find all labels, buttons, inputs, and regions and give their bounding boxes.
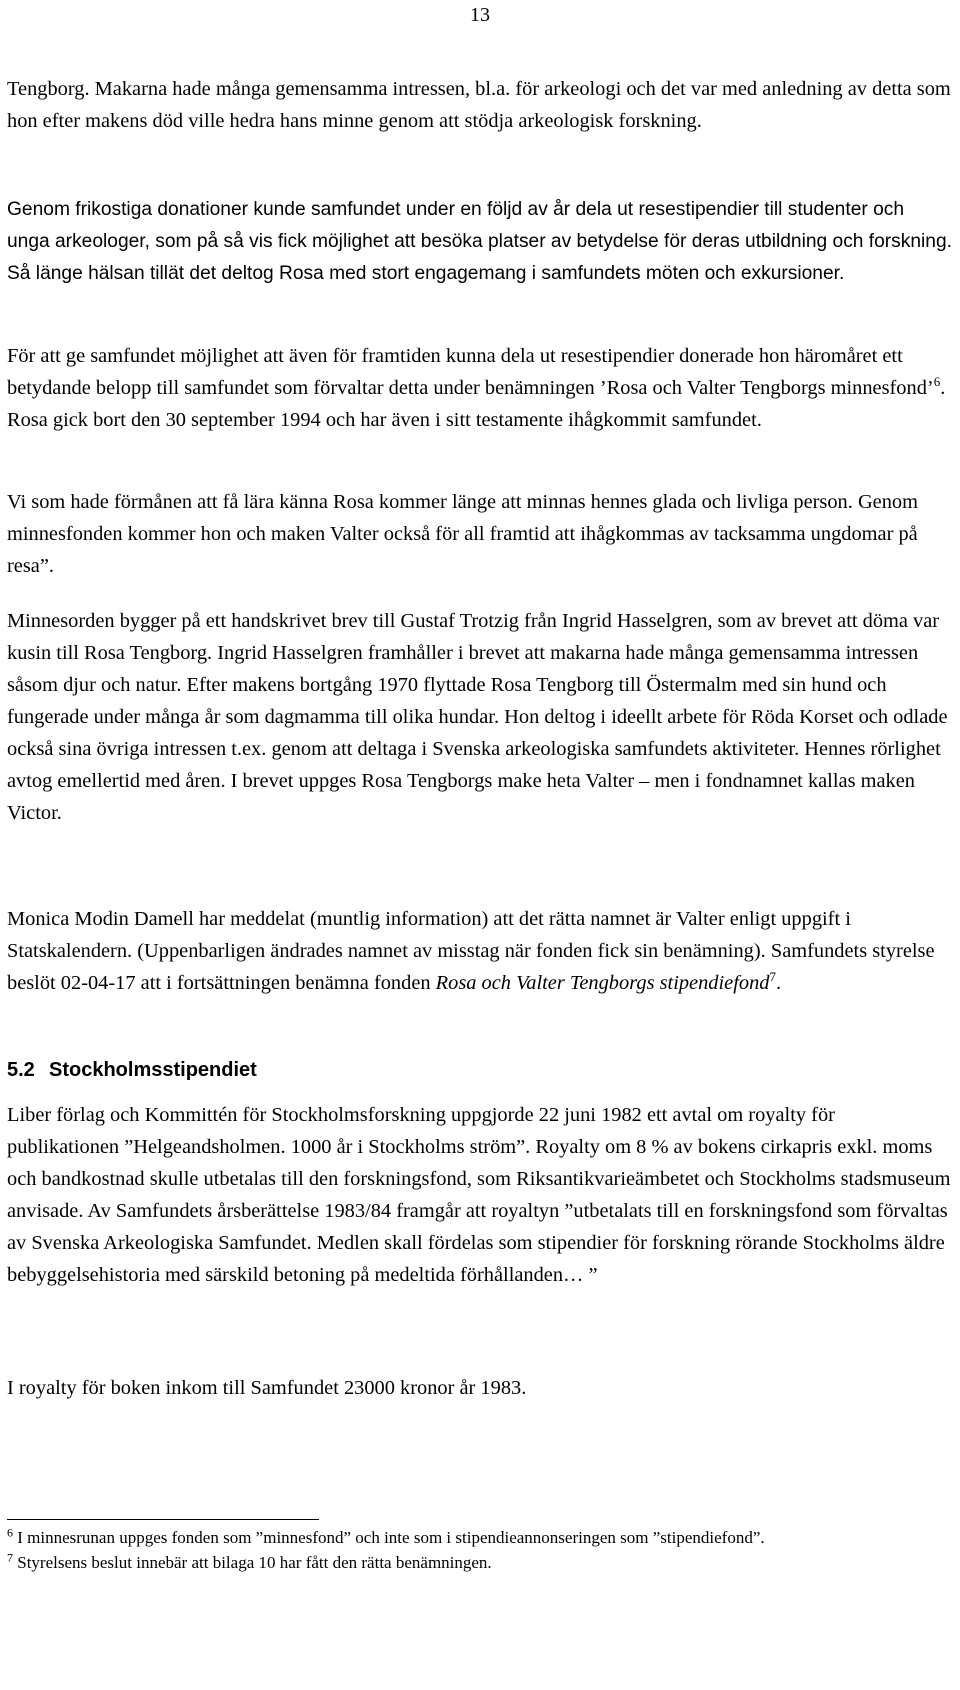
paragraph-text: Tengborg. Makarna hade många gemensamma intressen, bl.a. för arkeologi och det var med anledning av detta som hon efter makens död ville hedra hans minne genom att stödja arkeologisk forskning. bbox=[7, 78, 951, 132]
paragraph-donations bbox=[0, 194, 960, 290]
footnote-number: 6 bbox=[7, 1525, 13, 1540]
paragraph-royalty-agreement bbox=[0, 1099, 960, 1291]
paragraph-text: Liber förlag och Kommittén för Stockholmsforskning uppgjorde 22 juni 1982 ett avtal om royalty för publikationen ”Helgeandsholmen. 1000 år i Stockholms ström”. Royalty om 8 % av bokens cirkapris exkl. moms och bandkostnad skulle utbetalas till den forskningsfond, som Riksantikvarieämbetet och Stockholms stadsmuseum anvisade. Av Samfundets årsberättelse 1983/84 framgår att royaltyn ”utbetalats till en forskningsfond som förvaltas av Svenska Arkeologiska Samfundet. Medlen skall fördelas som stipendier för forskning rörande Stockholms äldre bebyggelsehistoria med särskild betoning på medeltida förhållanden… ” bbox=[7, 1104, 951, 1286]
section-heading bbox=[7, 1055, 257, 1085]
section-number: 5.2 bbox=[7, 1059, 35, 1081]
paragraph-text: I royalty för boken inkom till Samfundet 23000 kronor år 1983. bbox=[7, 1377, 527, 1399]
paragraph-text-part: Monica Modin Damell har meddelat (muntlig information) att det rätta namnet är Valter enligt uppgift i Statskalendern. (Uppenbarligen ändrades namnet av misstag när fonden fick sin benämning). Samfundets styrelse beslöt 02-04-17 att i fortsättningen benämna fonden bbox=[7, 908, 935, 994]
paragraph-text-part: För att ge samfundet möjlighet att även för framtiden kunna dela ut resestipendier donerade hon häromåret ett betydande belopp till samfundet som förvaltar detta under benämningen ’Rosa och Valter Tengborgs minnesfond’ bbox=[7, 345, 934, 399]
paragraph-text: Genom frikostiga donationer kunde samfundet under en följd av år dela ut resestipendier till studenter och unga arkeologer, som på så vis fick möjlighet att besöka platser av betydelse för deras utbildning och forskning. Så länge hälsan tillät det deltog Rosa med stort engagemang i samfundets möten och exkursioner. bbox=[7, 199, 952, 284]
footnote-ref-6: 6 bbox=[933, 374, 941, 390]
paragraph-fund-name bbox=[0, 903, 960, 999]
paragraph-royalty-amount bbox=[0, 1372, 960, 1404]
paragraph-text: Vi som hade förmånen att få lära känna Rosa kommer länge att minnas hennes glada och livliga person. Genom minnesfonden kommer hon och maken Valter också för all framtid att ihågkommas av tacksamma ungdomar på resa”. bbox=[7, 491, 918, 577]
paragraph-text-part: . Rosa gick bort den 30 september 1994 och har även i sitt testamente ihågkommit samfundet. bbox=[7, 377, 946, 431]
paragraph-tengborg-intro bbox=[0, 73, 960, 137]
paragraph-text bbox=[7, 340, 952, 436]
footnote-text: I minnesrunan uppges fonden som ”minnesfond” och inte som i stipendieannonseringen som ”stipendiefond”. bbox=[13, 1528, 765, 1547]
footnote-ref-7: 7 bbox=[769, 969, 776, 985]
page-number: 13 bbox=[470, 4, 490, 26]
footnote-6 bbox=[7, 1525, 927, 1550]
paragraph-minnesfond bbox=[0, 340, 960, 436]
footnotes bbox=[7, 1525, 927, 1575]
paragraph-text: Minnesorden bygger på ett handskrivet brev till Gustaf Trotzig från Ingrid Hasselgren, som av brevet att döma var kusin till Rosa Tengborg. Ingrid Hasselgren framhåller i brevet att makarna hade många gemensamma intressen såsom djur och natur. Efter makens bortgång 1970 flyttade Rosa Tengborg till Östermalm med sin hund och fungerade under många år som dagmamma till olika hundar. Hon deltog i ideellt arbete för Röda Korset och odlade också sina övriga intressen t.ex. genom att deltaga i Svenska arkeologiska samfundets aktiviteter. Hennes rörlighet avtog emellertid med åren. I brevet uppges Rosa Tengborgs make heta Valter – men i fondnamnet kallas maken Victor. bbox=[7, 610, 948, 824]
paragraph-text bbox=[7, 903, 952, 999]
footnote-divider bbox=[7, 1519, 319, 1520]
paragraph-text-part: . bbox=[775, 972, 782, 994]
section-title: Stockholmsstipendiet bbox=[49, 1059, 257, 1081]
paragraph-minnesorden bbox=[0, 605, 960, 829]
footnote-7 bbox=[7, 1550, 927, 1575]
paragraph-memories bbox=[0, 486, 960, 582]
fund-name-italic: Rosa och Valter Tengborgs stipendiefond bbox=[435, 972, 770, 994]
footnote-number: 7 bbox=[7, 1550, 13, 1565]
footnote-text: Styrelsens beslut innebär att bilaga 10 har fått den rätta benämningen. bbox=[13, 1553, 492, 1572]
